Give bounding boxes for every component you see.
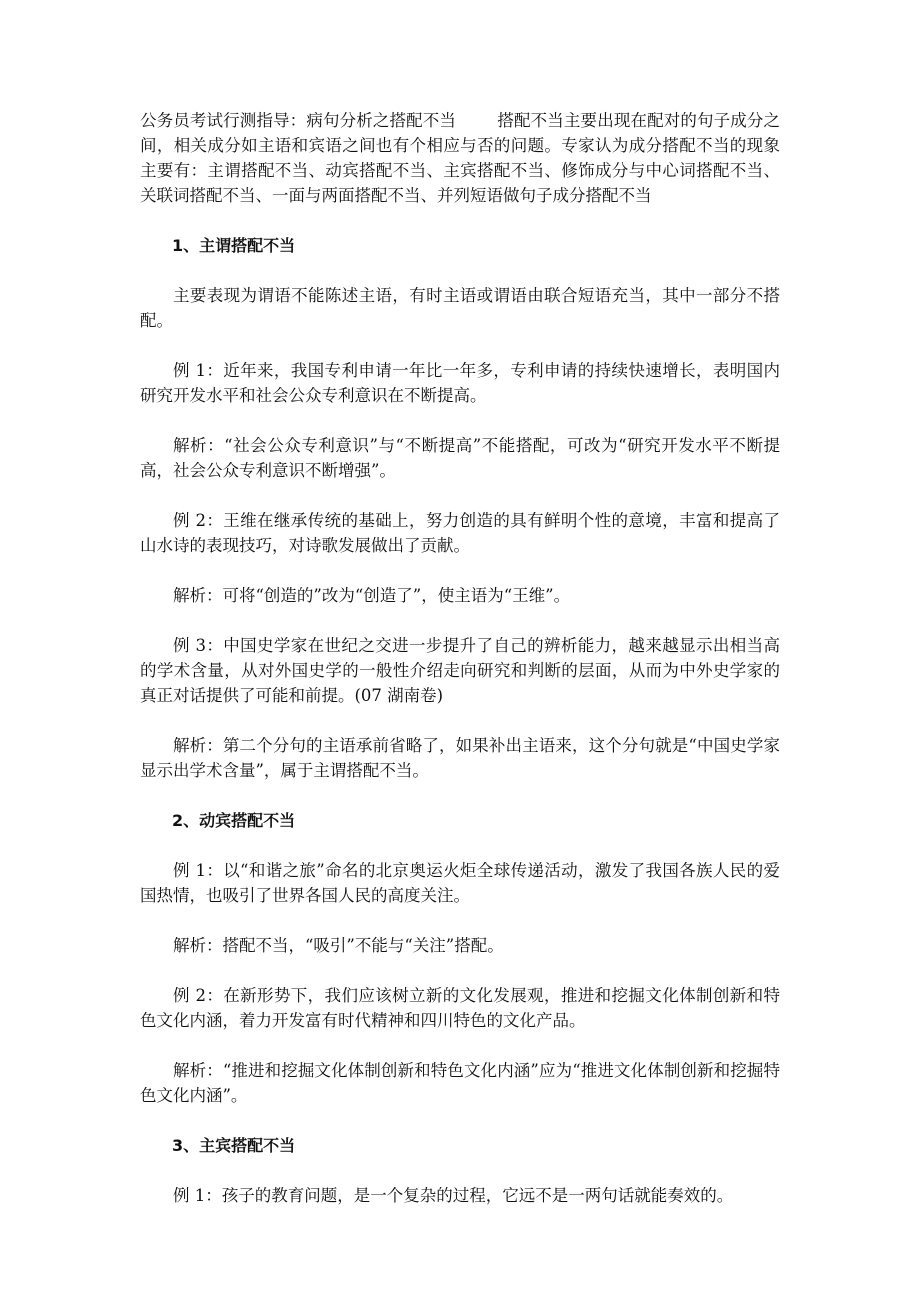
paragraph: 主要表现为谓语不能陈述主语，有时主语或谓语由联合短语充当，其中一部分不搭配。 [140,286,780,330]
analysis-paragraph: 解析：“推进和挖掘文化体制创新和特色文化内涵”应为“推进文化体制创新和挖掘特色文化内涵”。 [140,1061,780,1105]
analysis-paragraph: 解析：搭配不当，“吸引”不能与“关注”搭配。 [173,936,504,955]
example-paragraph: 例 1：以“和谐之旅”命名的北京奥运火炬全球传递活动，激发了我国各族人民的爱国热情，也吸引了世界各国人民的高度关注。 [140,861,780,905]
section-heading-2: 2、动宾搭配不当 [172,811,296,830]
section-heading-1: 1、主谓搭配不当 [172,236,296,255]
intro-paragraph [140,108,780,208]
example-paragraph: 例 1：近年来，我国专利申请一年比一年多，专利申请的持续快速增长，表明国内研究开发水平和社会公众专利意识在不断提高。 [140,361,780,405]
example-paragraph: 例 3：中国史学家在世纪之交进一步提升了自己的辨析能力，越来越显示出相当高的学术含量，从对外国史学的一般性介绍走向研究和判断的层面，从而为中外史学家的真正对话提供了可能和前提。(07 湖南卷) [140,636,780,705]
document-body [140,108,780,1233]
section-heading-3: 3、主宾搭配不当 [172,1136,296,1155]
analysis-paragraph: 解析：“社会公众专利意识”与“不断提高”不能搭配，可改为“研究开发水平不断提高，社会公众专利意识不断增强”。 [140,436,780,480]
example-paragraph: 例 2：在新形势下，我们应该树立新的文化发展观，推进和挖掘文化体制创新和特色文化内涵，着力开发富有时代精神和四川特色的文化产品。 [140,986,780,1030]
document-title: 公务员考试行测指导：病句分析之搭配不当 [140,111,457,130]
analysis-paragraph: 解析：可将“创造的”改为“创造了”，使主语为“王维”。 [173,586,571,605]
example-paragraph: 例 1：孩子的教育问题，是一个复杂的过程，它远不是一两句话就能奏效的。 [173,1186,734,1205]
example-paragraph: 例 2：王维在继承传统的基础上，努力创造的具有鲜明个性的意境，丰富和提高了山水诗的表现技巧，对诗歌发展做出了贡献。 [140,511,780,555]
analysis-paragraph: 解析：第二个分句的主语承前省略了，如果补出主语来，这个分句就是“中国史学家显示出学术含量”，属于主谓搭配不当。 [140,736,780,780]
intro-text: 搭配不当主要出现在配对的句子成分之间，相关成分如主语和宾语之间也有个相应与否的问题。专家认为成分搭配不当的现象主要有：主谓搭配不当、动宾搭配不当、主宾搭配不当、修饰成分与中心词搭配不当、关联词搭配不当、一面与两面搭配不当、并列短语做句子成分搭配不当 [140,111,781,205]
